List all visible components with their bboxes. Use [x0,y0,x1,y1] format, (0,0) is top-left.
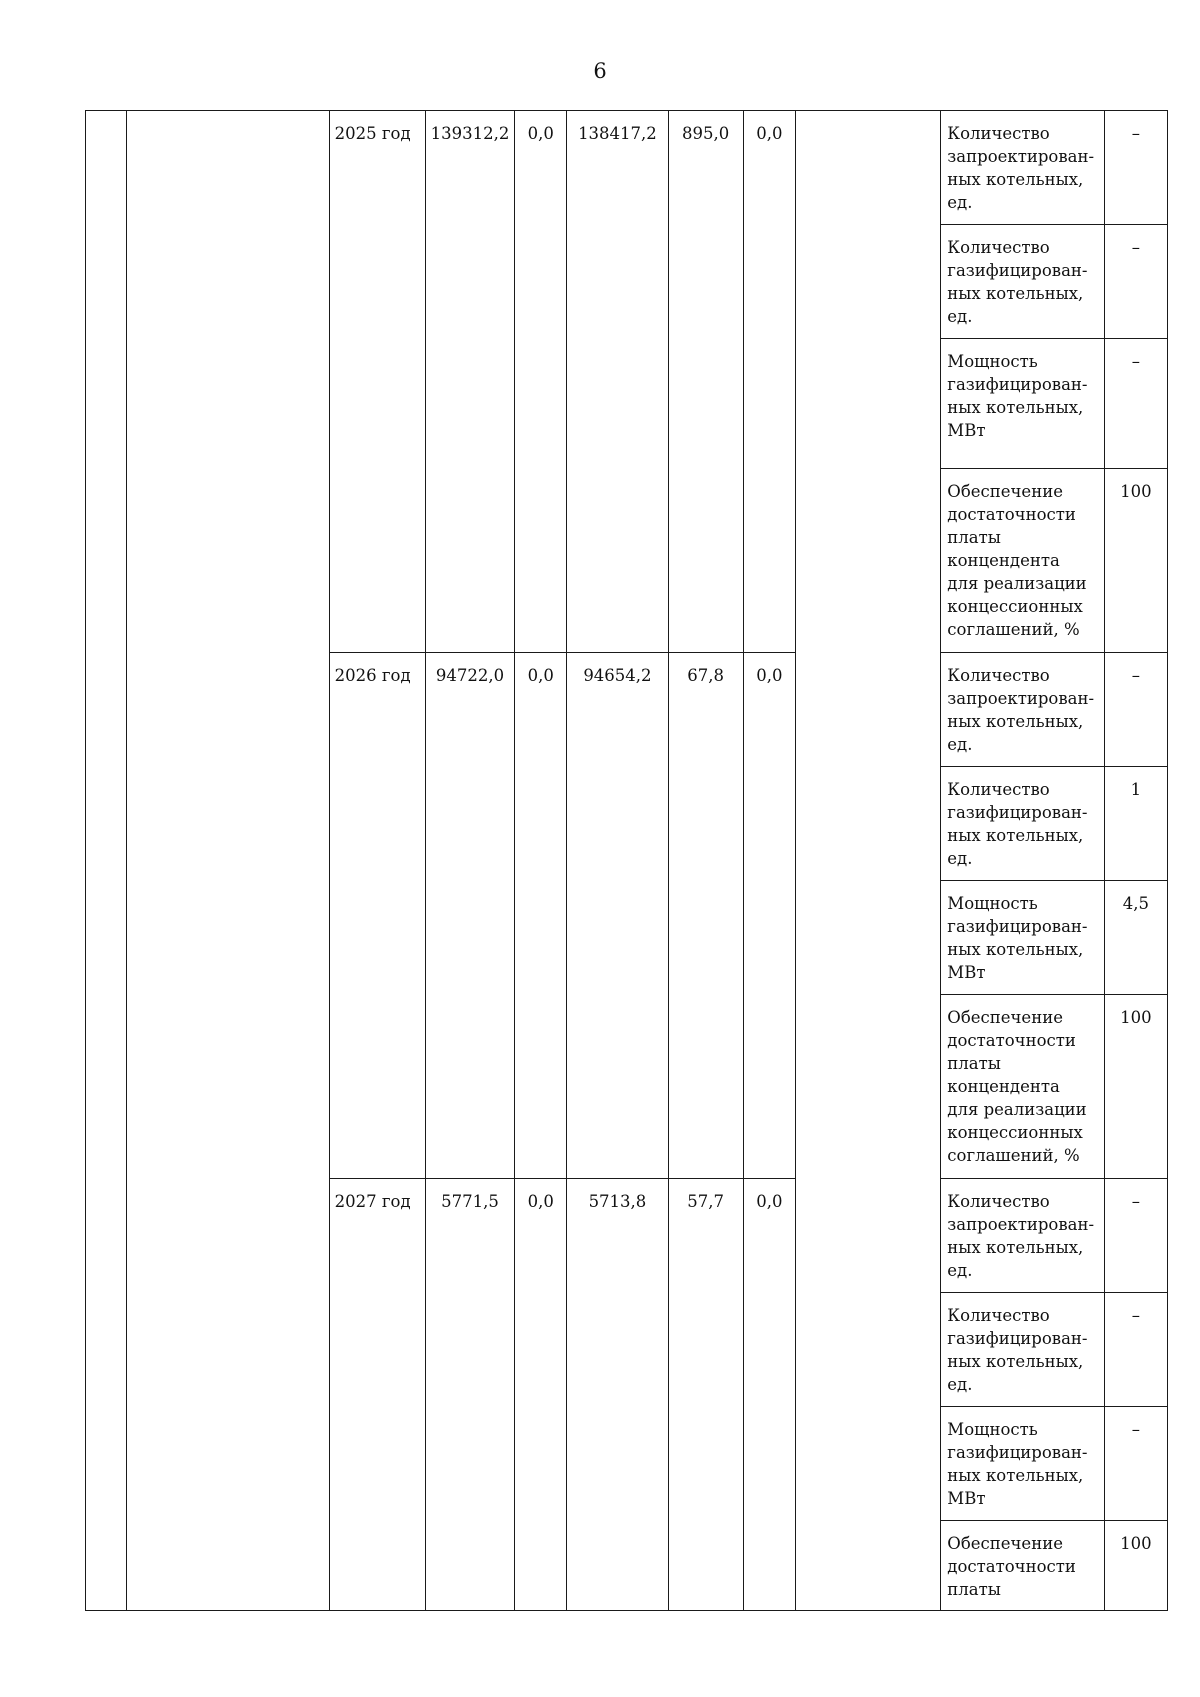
local-budget-value: 57,7 [687,1192,725,1211]
federal-budget-cell [515,653,567,1179]
indicator-value: – [1131,238,1140,257]
indicator-line: газифицирован- [947,1329,1088,1348]
indicator-line: газифицирован- [947,1443,1088,1462]
indicator-line: ных котельных, [947,170,1084,189]
federal-budget-value: 0,0 [527,124,554,143]
indicator-name [941,225,1103,328]
indicator-line: платы [947,1054,1001,1073]
indicator-line: концессионных [947,597,1083,616]
other-sources-cell [743,111,795,653]
indicator-cell [941,469,1104,653]
indicator-value-cell [1104,995,1167,1179]
indicator-cell [941,1407,1104,1521]
indicator-line: ных котельных, [947,398,1084,417]
regional-budget-value: 138417,2 [578,124,657,143]
year-cell [329,111,425,653]
indicator-line: ных котельных, [947,712,1084,731]
total-value: 5771,5 [441,1192,499,1211]
indicator-value: 100 [1120,482,1152,501]
table-row [86,111,1168,225]
indicator-line: газифицирован- [947,261,1088,280]
indicator-value: – [1131,1192,1140,1211]
indicator-cell [941,339,1104,469]
indicator-line: ных котельных, [947,1352,1084,1371]
indicator-value-cell [1104,225,1167,339]
indicator-value: 100 [1120,1534,1152,1553]
indicator-line: газифицирован- [947,803,1088,822]
indicator-line: газифицирован- [947,917,1088,936]
indicator-line: Мощность [947,352,1038,371]
indicator-name [941,339,1103,442]
indicator-line: МВт [947,421,986,440]
indicator-value: 1 [1130,780,1142,799]
indicator-line: ед. [947,735,973,754]
year-text: 2025 год [334,124,411,143]
other-sources-cell [743,1179,795,1611]
indicator-cell [941,653,1104,767]
federal-budget-cell [515,111,567,653]
indicator-cell [941,767,1104,881]
indicator-cell [941,1521,1104,1611]
other-sources-value: 0,0 [756,666,783,685]
other-sources-value: 0,0 [756,1192,783,1211]
indicator-line: ед. [947,849,973,868]
program-table [85,110,1168,1611]
total-cell [425,111,514,653]
indicator-name [941,653,1103,756]
indicator-cell [941,111,1104,225]
indicator-line: ных котельных, [947,940,1084,959]
federal-budget-value: 0,0 [527,666,554,685]
indicator-value: – [1131,124,1140,143]
indicator-value-cell [1104,767,1167,881]
activity-cell [127,111,330,1611]
indicator-value-cell [1104,653,1167,767]
indicator-line: концессионных [947,1123,1083,1142]
local-budget-cell [668,653,743,1179]
indicator-line: достаточности [947,1031,1076,1050]
indicator-value: – [1131,1420,1140,1439]
indicator-line: Количество [947,1306,1050,1325]
indicator-value-cell [1104,1179,1167,1293]
indicator-line: соглашений, % [947,620,1080,639]
total-value: 139312,2 [430,124,510,143]
indicator-line: Количество [947,780,1050,799]
indicator-line: Количество [947,238,1050,257]
indicator-cell [941,225,1104,339]
page-number: 6 [593,59,607,83]
indicator-name [941,1293,1103,1396]
total-cell [425,1179,514,1611]
indicator-value: – [1131,352,1140,371]
indicator-line: Количество [947,124,1050,143]
indicator-name [941,881,1103,984]
indicator-line: Обеспечение [947,1534,1063,1553]
indicator-line: ных котельных, [947,1466,1084,1485]
indicator-line: ных котельных, [947,826,1084,845]
local-budget-value: 895,0 [682,124,730,143]
indicator-cell [941,1293,1104,1407]
local-budget-value: 67,8 [687,666,725,685]
indicator-line: платы [947,528,1001,547]
indicator-line: концендента [947,551,1060,570]
indicator-line: соглашений, % [947,1146,1080,1165]
indicator-line: Мощность [947,1420,1038,1439]
indicator-value-cell [1104,469,1167,653]
indicator-name [941,1407,1103,1510]
indicator-line: для реализации [947,574,1087,593]
regional-budget-cell [567,653,668,1179]
other-sources-cell [743,653,795,1179]
indicator-line: платы [947,1580,1001,1599]
indicator-line: запроектирован- [947,1215,1095,1234]
indicator-cell [941,1179,1104,1293]
indicator-value-cell [1104,1293,1167,1407]
number-cell [86,111,127,1611]
indicator-cell [941,995,1104,1179]
indicator-line: запроектирован- [947,147,1095,166]
indicator-line: концендента [947,1077,1060,1096]
total-value: 94722,0 [435,666,505,685]
indicator-name [941,111,1103,214]
indicator-line: МВт [947,1489,986,1508]
indicator-value-cell [1104,111,1167,225]
other-sources-value: 0,0 [756,124,783,143]
indicator-value-cell [1104,1407,1167,1521]
indicator-line: запроектирован- [947,689,1095,708]
year-cell [329,1179,425,1611]
indicator-line: газифицирован- [947,375,1088,394]
regional-budget-value: 94654,2 [583,666,652,685]
indicator-line: ед. [947,307,973,326]
indicator-line: достаточности [947,1557,1076,1576]
indicator-name [941,767,1103,870]
federal-budget-value: 0,0 [527,1192,554,1211]
year-text: 2027 год [334,1192,411,1211]
indicator-line: для реализации [947,1100,1087,1119]
indicator-line: Обеспечение [947,482,1063,501]
indicator-value-cell [1104,881,1167,995]
indicator-line: достаточности [947,505,1076,524]
local-budget-cell [668,1179,743,1611]
indicator-line: Мощность [947,894,1038,913]
indicator-cell [941,881,1104,995]
indicator-line: Количество [947,1192,1050,1211]
federal-budget-cell [515,1179,567,1611]
indicator-name [941,1521,1103,1601]
regional-budget-cell [567,111,668,653]
local-budget-cell [668,111,743,653]
regional-budget-cell [567,1179,668,1611]
indicator-name [941,469,1103,641]
indicator-value: – [1131,666,1140,685]
indicator-line: ед. [947,1375,973,1394]
year-cell [329,653,425,1179]
indicator-name [941,1179,1103,1282]
indicator-value-cell [1104,339,1167,469]
indicator-line: МВт [947,963,986,982]
indicator-name [941,995,1103,1167]
indicator-value: – [1131,1306,1140,1325]
indicator-line: ед. [947,1261,973,1280]
year-text: 2026 год [334,666,411,685]
total-cell [425,653,514,1179]
indicator-value: 4,5 [1122,894,1149,913]
indicator-line: ных котельных, [947,284,1084,303]
indicator-line: ных котельных, [947,1238,1084,1257]
indicator-value-cell [1104,1521,1167,1611]
indicator-line: ед. [947,193,973,212]
indicator-value: 100 [1120,1008,1152,1027]
executor-cell [795,111,940,1611]
indicator-line: Количество [947,666,1050,685]
regional-budget-value: 5713,8 [588,1192,647,1211]
indicator-line: Обеспечение [947,1008,1063,1027]
